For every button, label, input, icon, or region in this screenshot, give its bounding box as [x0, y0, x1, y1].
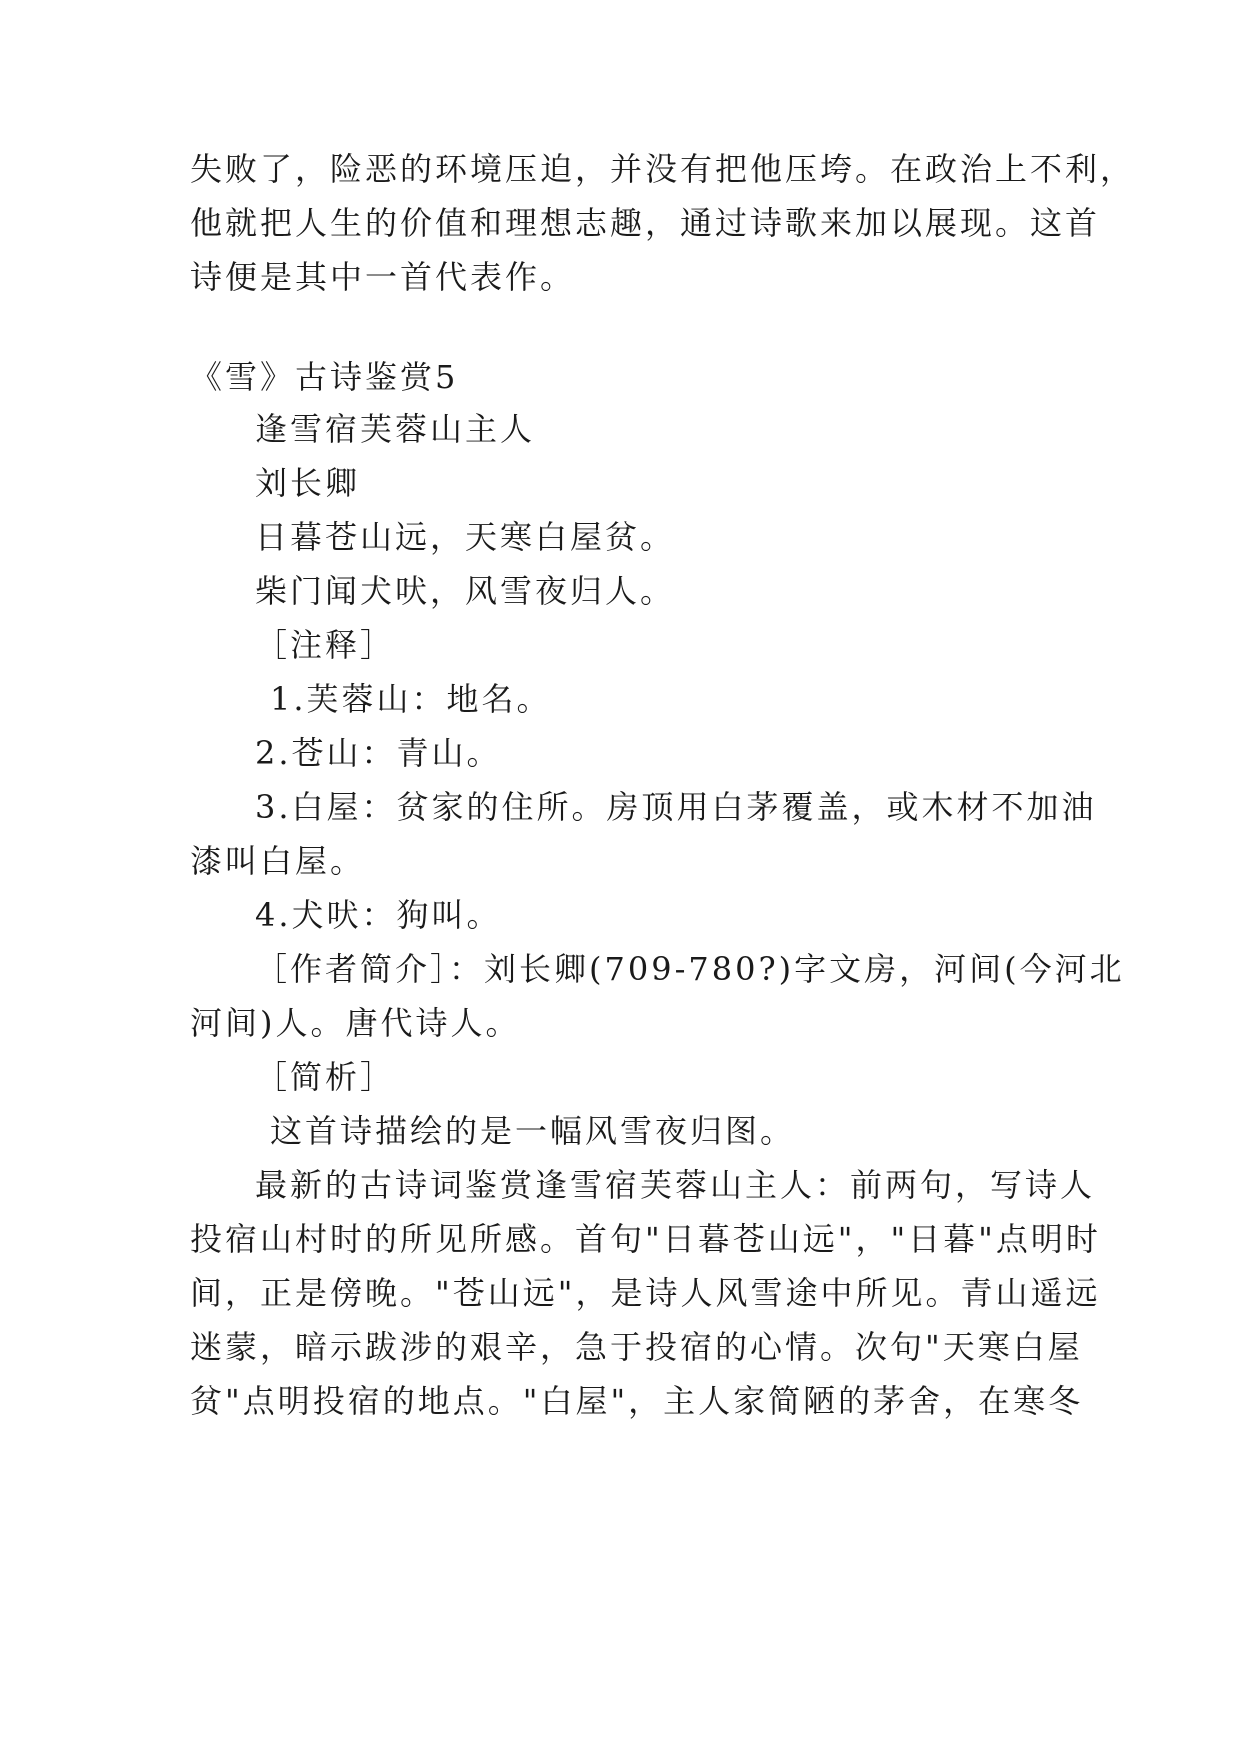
text-line: 诗便是其中一首代表作。 [190, 258, 576, 296]
notes-heading: ［注释］ [255, 626, 396, 664]
note-item: 3.白屋：贫家的住所。房顶用白茅覆盖，或木材不加油 [255, 788, 1097, 826]
text-line: 他就把人生的价值和理想志趣，通过诗歌来加以展现。这首 [190, 204, 1101, 242]
poem-line: 柴门闻犬吠，风雪夜归人。 [255, 572, 676, 610]
note-item-continued: 漆叫白屋。 [190, 842, 366, 880]
author-intro-continued: 河间)人。唐代诗人。 [190, 1004, 521, 1042]
analysis-text: 间，正是傍晚。"苍山远"，是诗人风雪途中所见。青山遥远 [190, 1274, 1101, 1312]
poem-line: 日暮苍山远，天寒白屋贫。 [255, 518, 676, 556]
analysis-heading: ［简析］ [255, 1058, 396, 1096]
analysis-text: 这首诗描绘的是一幅风雪夜归图。 [270, 1112, 796, 1150]
text-line: 失败了，险恶的环境压迫，并没有把他压垮。在政治上不利， [190, 150, 1136, 188]
analysis-text: 贫"点明投宿的地点。"白屋"，主人家简陋的茅舍，在寒冬 [190, 1382, 1084, 1420]
section-heading: 《雪》古诗鉴赏5 [190, 358, 459, 396]
note-item: 4.犬吠：狗叫。 [255, 896, 502, 934]
analysis-text: 投宿山村时的所见所感。首句"日暮苍山远"，"日暮"点明时 [190, 1220, 1101, 1258]
poem-title: 逢雪宿芙蓉山主人 [255, 410, 536, 448]
poem-author: 刘长卿 [255, 464, 361, 502]
note-item: 2.苍山：青山。 [255, 734, 502, 772]
analysis-text: 迷蒙，暗示跋涉的艰辛，急于投宿的心情。次句"天寒白屋 [190, 1328, 1083, 1366]
analysis-text: 最新的古诗词鉴赏逢雪宿芙蓉山主人：前两句，写诗人 [255, 1166, 1096, 1204]
author-intro: ［作者简介］：刘长卿(709-780?)字文房，河间(今河北 [255, 950, 1125, 988]
note-item: 1.芙蓉山：地名。 [270, 680, 552, 718]
